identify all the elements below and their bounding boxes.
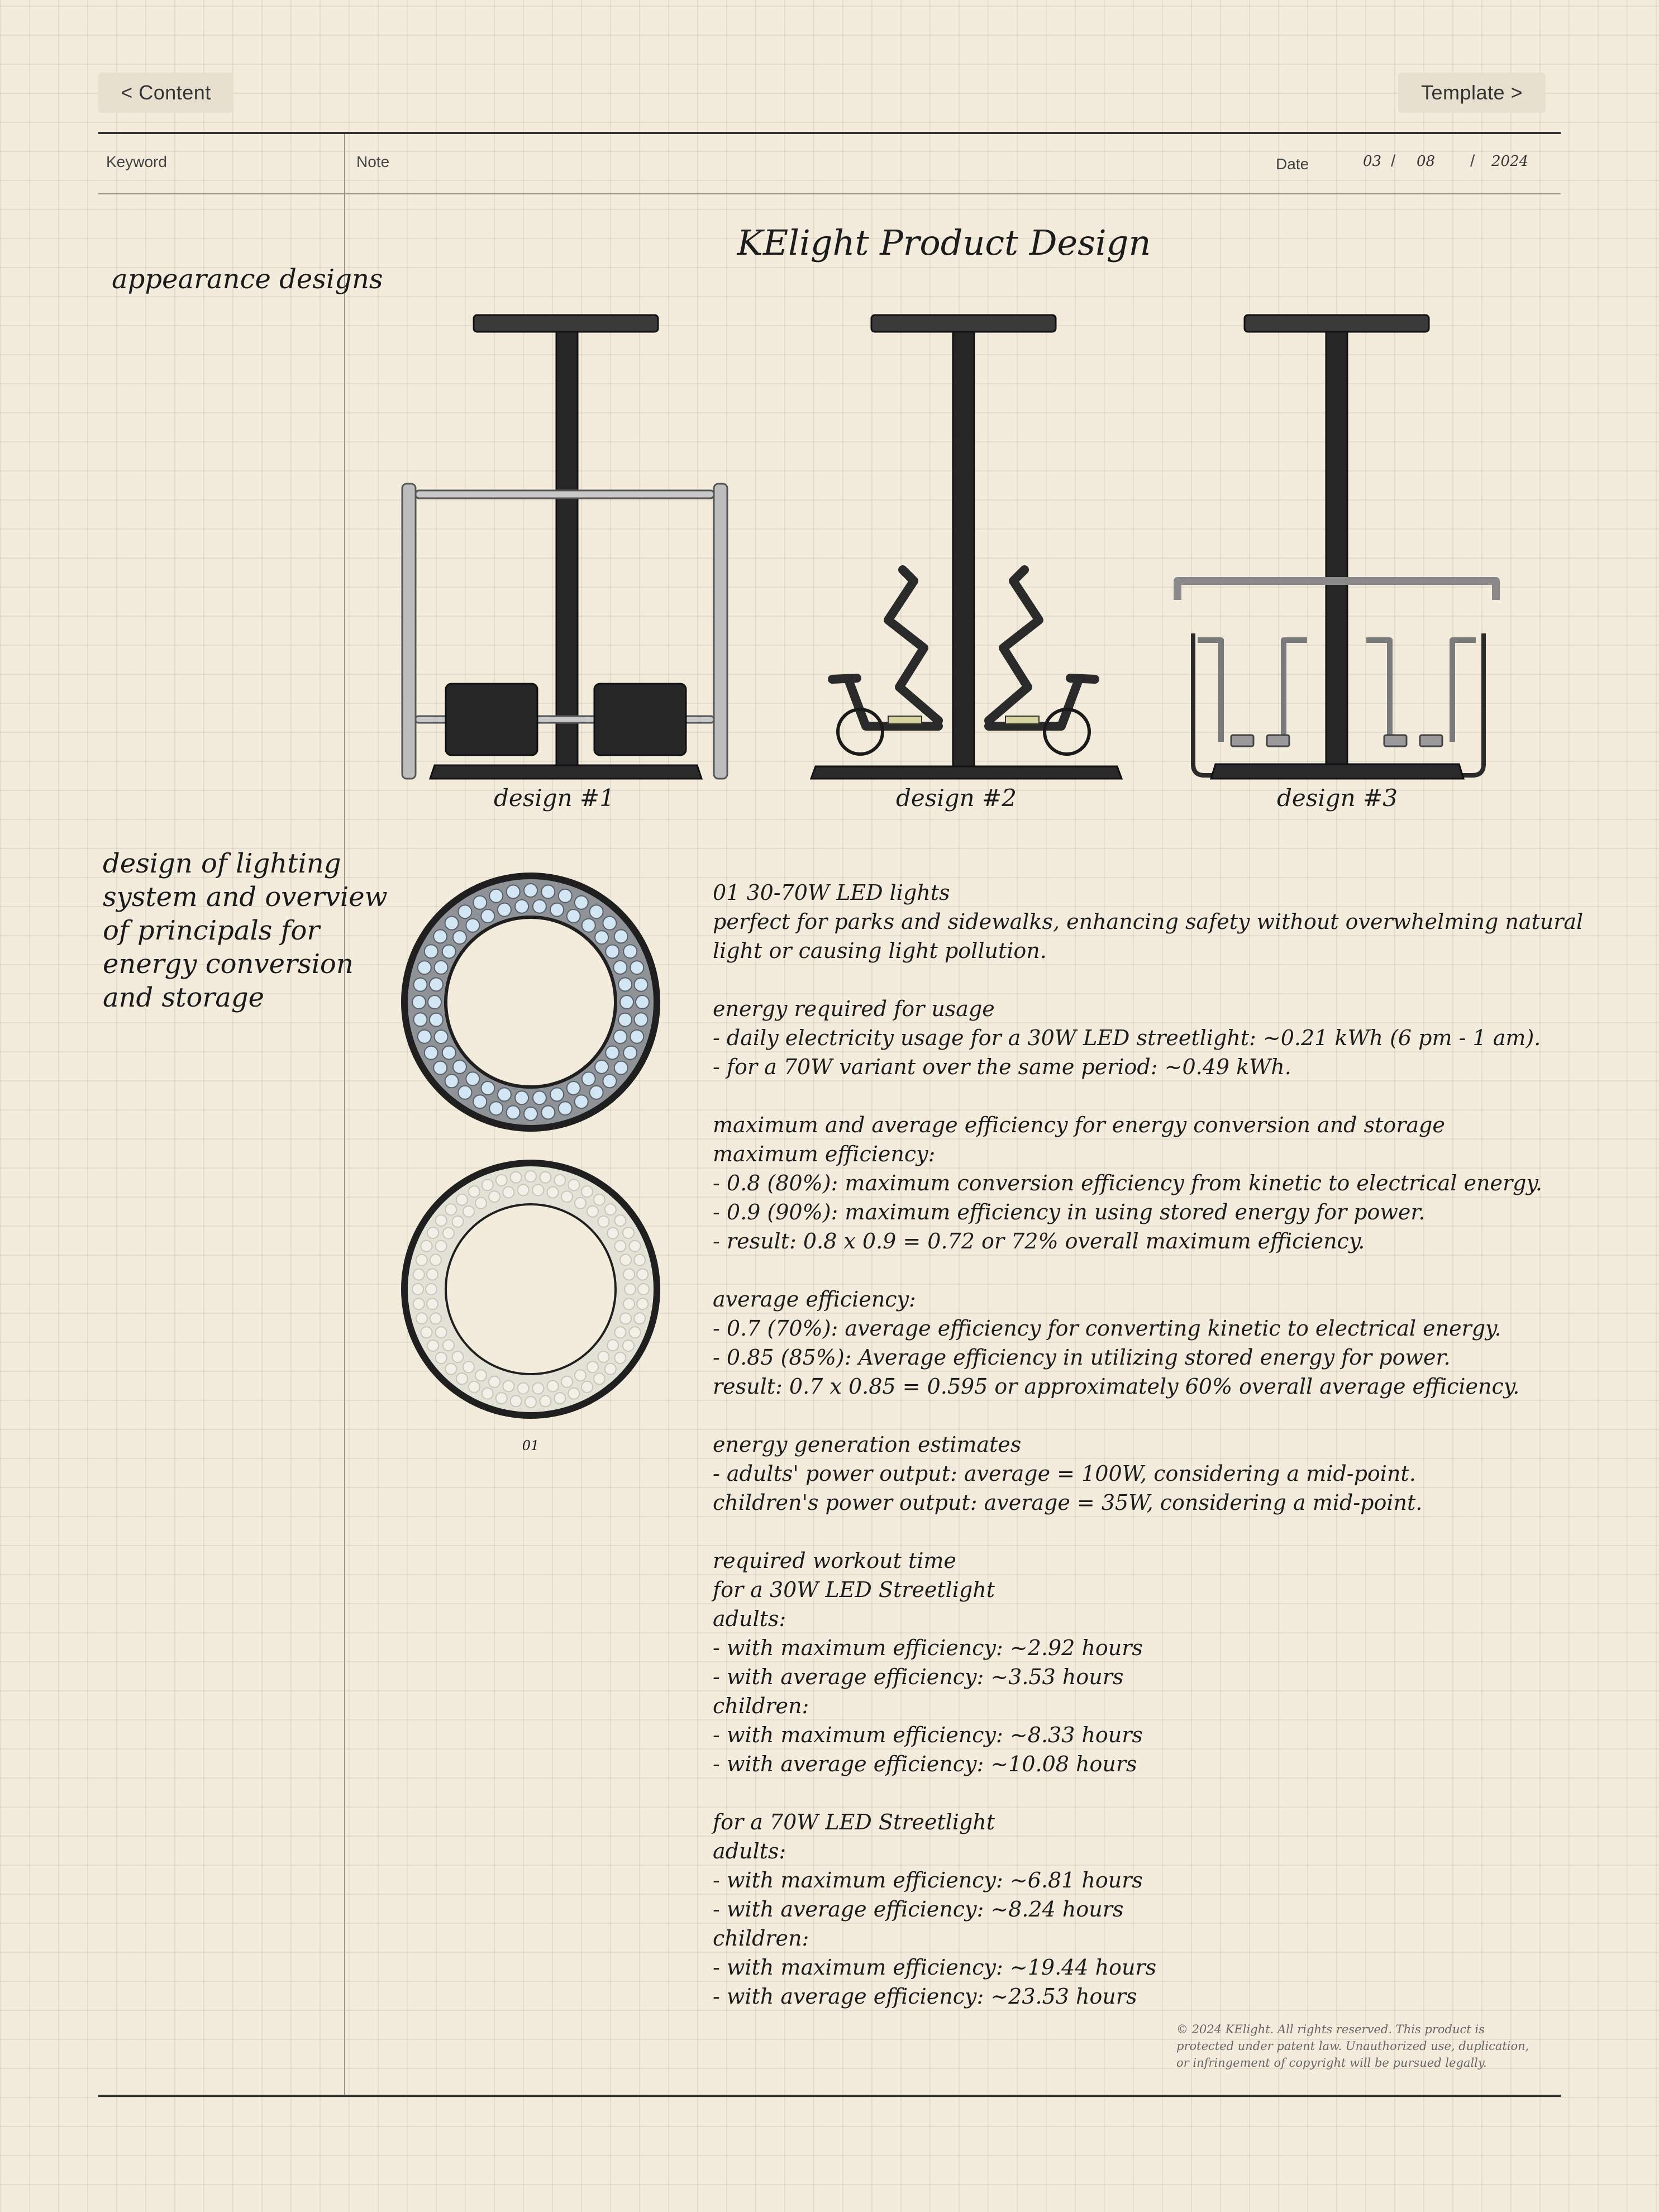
led-dot [469, 1381, 480, 1393]
section-lighting-line: of principals for [103, 915, 320, 946]
design-caption: design #2 [896, 784, 1017, 812]
section-lighting-line: design of lighting [103, 848, 341, 879]
led-dot [618, 978, 632, 991]
led-dot [435, 961, 448, 974]
led-dot [607, 1228, 618, 1239]
led-dot [567, 909, 580, 923]
led-dot [489, 1376, 500, 1388]
led-dot [606, 1046, 619, 1060]
led-dot [554, 1393, 565, 1404]
led-dot [568, 1179, 579, 1190]
led-dot [575, 1198, 586, 1209]
led-dot [618, 1013, 632, 1027]
led-dot [567, 1081, 580, 1095]
led-dot [452, 1216, 464, 1227]
notes-line: - with maximum efficiency: ~19.44 hours [713, 1955, 1157, 1980]
led-dot [623, 1046, 637, 1060]
notes-line: for a 70W LED Streetlight [713, 1810, 995, 1834]
section-lighting-line: and storage [103, 982, 265, 1013]
led-dot [489, 1191, 500, 1202]
led-dot [575, 896, 588, 909]
led-dot [613, 961, 627, 974]
notes-line: maximum and average efficiency for energy conversion and storage [713, 1113, 1445, 1137]
led-dot [623, 1340, 634, 1351]
led-dot [427, 1269, 438, 1280]
led-ring-light-off-icon [398, 869, 664, 1135]
page-title: KElight Product Design [737, 222, 1151, 263]
led-dot [634, 1313, 645, 1324]
led-dot [456, 1373, 468, 1384]
led-dot [533, 900, 546, 913]
led-dot [582, 1072, 595, 1085]
led-dot [540, 1172, 551, 1183]
led-dot [623, 1227, 634, 1238]
led-dot [515, 900, 528, 913]
led-dot [445, 1364, 456, 1375]
led-dot [503, 1187, 514, 1198]
led-dot [620, 995, 633, 1009]
date-month[interactable]: 08 [1417, 153, 1436, 170]
led-dot [582, 919, 595, 932]
notes-line: energy required for usage [713, 997, 995, 1021]
section-lighting-line: system and overview [103, 881, 388, 913]
led-dot [475, 1198, 487, 1209]
led-dot [575, 1370, 586, 1381]
led-dot [590, 1086, 603, 1099]
led-dot [598, 1351, 609, 1362]
led-dot [623, 945, 637, 958]
led-dot [466, 1072, 479, 1085]
led-dot [623, 1269, 635, 1280]
led-dot [575, 1095, 588, 1108]
led-dot [416, 1255, 427, 1266]
led-dot [595, 931, 608, 944]
led-dot [525, 1396, 536, 1408]
led-dot [426, 1284, 437, 1295]
led-dot [435, 1030, 448, 1043]
led-dot [614, 1352, 626, 1364]
notes-line: - with maximum efficiency: ~6.81 hours [713, 1868, 1143, 1892]
notes-line: - 0.8 (80%): maximum conversion efficiency from kinetic to electrical energy. [713, 1171, 1542, 1195]
led-dot [620, 1255, 631, 1266]
notes-line: - result: 0.8 x 0.9 = 0.72 or 72% overall maximum efficiency. [713, 1229, 1365, 1253]
date-label: Date [1276, 155, 1309, 173]
content-back-button[interactable]: < Content [98, 73, 233, 113]
notes-line: children's power output: average = 35W, considering a mid-point. [713, 1490, 1423, 1515]
date-separator: / [1470, 152, 1475, 170]
notes-line: 01 30-70W LED lights [713, 880, 950, 905]
led-dot [445, 917, 459, 930]
notes-block [713, 878, 1584, 965]
template-forward-button[interactable]: Template > [1398, 73, 1546, 113]
header-bottom-rule [98, 193, 1561, 194]
led-dot [550, 903, 564, 917]
led-dot [481, 1081, 494, 1095]
led-dot [605, 1364, 616, 1375]
date-day[interactable]: 03 [1363, 153, 1382, 170]
led-dot [430, 978, 443, 991]
led-dot [475, 1370, 487, 1381]
led-dot [541, 1106, 555, 1119]
led-dot [482, 1388, 493, 1399]
led-dot [590, 905, 603, 918]
notes-line: adults: [713, 1606, 786, 1631]
design-caption: design #1 [494, 784, 614, 812]
led-dot [414, 1013, 427, 1026]
led-dot [507, 885, 520, 899]
led-dot [587, 1206, 598, 1217]
led-dot [598, 1216, 609, 1227]
note-label: Note [356, 153, 390, 170]
weight-machine-streetlight-icon [391, 302, 749, 793]
led-dot [518, 1185, 529, 1196]
notes-line: perfect for parks and sidewalks, enhancing safety without overwhelming natural [713, 909, 1584, 934]
notes-line: maximum efficiency: [713, 1142, 936, 1166]
section-lighting-label [103, 847, 388, 1014]
led-dot [561, 1191, 573, 1202]
led-dot [496, 1175, 507, 1186]
led-dot [430, 1313, 441, 1324]
led-dot [568, 1388, 579, 1399]
led-dot [482, 1179, 493, 1190]
notes-block [713, 994, 1573, 1081]
led-dot [473, 896, 487, 909]
section-lighting-line: energy conversion [103, 948, 354, 980]
led-dot [442, 945, 456, 959]
led-dot [603, 1074, 616, 1088]
led-dot [605, 1204, 616, 1215]
led-dot [463, 1206, 474, 1217]
notes-body [713, 878, 1584, 2040]
led-dot [614, 1241, 626, 1252]
led-dot [489, 889, 503, 903]
notes-line: - 0.9 (90%): maximum efficiency in using stored energy for power. [713, 1200, 1426, 1224]
notes-line: - 0.7 (70%): average efficiency for converting kinetic to electrical energy. [713, 1316, 1501, 1341]
notes-line: - with maximum efficiency: ~8.33 hours [713, 1723, 1143, 1747]
led-dot [630, 1241, 641, 1252]
led-dot [436, 1215, 447, 1226]
led-dot [503, 1381, 514, 1392]
led-dot [547, 1381, 559, 1392]
notes-block [713, 1285, 1573, 1401]
led-dot [511, 1395, 522, 1407]
led-dot [418, 1030, 431, 1043]
led-dot [594, 1373, 605, 1384]
led-dot [413, 1269, 425, 1280]
notes-line: - with average efficiency: ~10.08 hours [713, 1752, 1137, 1776]
section-appearance-label: appearance designs [112, 264, 383, 295]
led-dot [613, 1030, 627, 1043]
led-dot [524, 884, 537, 897]
led-dot [630, 961, 643, 974]
led-dot [620, 1313, 631, 1324]
led-dot [412, 1284, 423, 1295]
led-dot [637, 1298, 648, 1309]
notes-line: adults: [713, 1839, 786, 1863]
notes-line: children: [713, 1694, 809, 1718]
keyword-label: Keyword [106, 153, 167, 170]
led-dot [436, 1241, 447, 1252]
stepper-streetlight-icon [1171, 302, 1506, 793]
led-dot [587, 1361, 598, 1372]
led-dot [489, 1102, 503, 1115]
led-dot [623, 1299, 635, 1310]
led-dot [594, 1194, 605, 1205]
led-dot [413, 1298, 425, 1309]
led-dot [525, 1171, 536, 1182]
led-dot [607, 1339, 618, 1351]
notes-line: - adults' power output: average = 100W, considering a mid-point. [713, 1461, 1416, 1486]
led-dot [595, 1060, 608, 1074]
led-dot [425, 1046, 438, 1060]
led-dot [452, 1351, 464, 1362]
led-dot [443, 1228, 454, 1239]
notes-line: required workout time [713, 1548, 956, 1573]
keyword-column-divider [344, 134, 345, 2095]
led-dot [421, 1241, 432, 1252]
notes-block [713, 1110, 1573, 1256]
date-separator: / [1391, 152, 1396, 170]
notes-line: - with maximum efficiency: ~2.92 hours [713, 1636, 1143, 1660]
led-dot [614, 1215, 626, 1226]
led-dot [463, 1361, 474, 1372]
led-dot [614, 1061, 628, 1075]
led-dot [427, 1340, 438, 1351]
design-caption: design #3 [1277, 784, 1398, 812]
led-dot [554, 1175, 565, 1186]
lights-caption: 01 [522, 1438, 540, 1453]
led-dot [469, 1186, 480, 1197]
led-dot [524, 1107, 537, 1121]
led-dot [603, 917, 616, 930]
led-dot [473, 1095, 487, 1108]
led-dot [606, 945, 619, 959]
led-dot [481, 909, 494, 923]
led-dot [458, 1086, 471, 1099]
footer-rule [98, 2095, 1561, 2097]
led-dot [436, 1327, 447, 1338]
led-dot [614, 929, 628, 943]
notes-line: result: 0.7 x 0.85 = 0.595 or approximately 60% overall average efficiency. [713, 1374, 1520, 1399]
led-dot [445, 1074, 459, 1088]
copyright-line: protected under patent law. Unauthorized use, duplication, [1176, 2039, 1529, 2053]
led-dot [430, 1013, 443, 1027]
led-dot [547, 1187, 559, 1198]
led-dot [636, 995, 649, 1009]
led-dot [442, 1046, 456, 1060]
notes-line: energy generation estimates [713, 1432, 1022, 1457]
led-dot [518, 1383, 529, 1394]
led-dot [624, 1284, 636, 1295]
led-dot [498, 1088, 511, 1101]
led-dot [559, 1102, 572, 1115]
led-dot [496, 1393, 507, 1404]
led-dot [416, 1313, 427, 1324]
led-dot [456, 1194, 468, 1205]
led-dot [559, 889, 572, 903]
led-dot [433, 929, 447, 943]
notes-line: - daily electricity usage for a 30W LED streetlight: ~0.21 kWh (6 pm - 1 am). [713, 1026, 1541, 1050]
copyright-notice [1176, 2021, 1556, 2071]
led-dot [430, 1255, 441, 1266]
notes-block [713, 1808, 1573, 2011]
led-dot [428, 995, 441, 1009]
notes-line: - for a 70W variant over the same period: ~0.49 kWh. [713, 1055, 1291, 1079]
led-dot [466, 919, 479, 932]
notes-line: average efficiency: [713, 1287, 916, 1312]
led-dot [634, 1255, 645, 1266]
copyright-line: or infringement of copyright will be pursued legally. [1176, 2056, 1487, 2070]
led-ring-light-on-icon [398, 1156, 664, 1422]
led-dot [453, 931, 466, 944]
led-dot [532, 1383, 544, 1394]
led-dot [541, 885, 555, 899]
led-dot [635, 978, 648, 991]
notes-line: - with average efficiency: ~3.53 hours [713, 1665, 1124, 1689]
led-dot [427, 1227, 438, 1238]
led-dot [540, 1395, 551, 1407]
led-dot [638, 1284, 649, 1295]
led-dot [436, 1352, 447, 1364]
led-dot [561, 1376, 573, 1388]
led-dot [507, 1106, 520, 1119]
led-dot [630, 1030, 643, 1043]
led-dot [630, 1327, 641, 1338]
notes-line: - with average efficiency: ~8.24 hours [713, 1897, 1124, 1922]
date-year[interactable]: 2024 [1491, 153, 1529, 170]
notes-line: light or causing light pollution. [713, 938, 1047, 963]
led-dot [453, 1060, 466, 1074]
notes-line: children: [713, 1926, 809, 1951]
led-dot [533, 1091, 546, 1104]
led-dot [511, 1172, 522, 1183]
led-dot [581, 1186, 593, 1197]
led-dot [443, 1339, 454, 1351]
led-dot [427, 1299, 438, 1310]
led-dot [458, 905, 471, 918]
led-dot [412, 995, 426, 1009]
led-dot [581, 1381, 593, 1393]
led-dot [433, 1061, 447, 1075]
led-dot [637, 1269, 648, 1280]
led-dot [550, 1088, 564, 1101]
copyright-line: © 2024 KElight. All rights reserved. This product is [1176, 2023, 1485, 2036]
notes-block [713, 1546, 1573, 1779]
led-dot [445, 1204, 456, 1215]
exercise-bike-streetlight-icon [804, 302, 1128, 793]
led-dot [532, 1185, 544, 1196]
notes-line: - 0.85 (85%): Average efficiency in utilizing stored energy for power. [713, 1345, 1451, 1370]
led-dot [425, 945, 438, 958]
header-top-rule [98, 132, 1561, 134]
led-dot [498, 903, 511, 917]
notes-line: for a 30W LED Streetlight [713, 1577, 995, 1602]
led-dot [614, 1327, 626, 1338]
led-dot [421, 1327, 432, 1338]
notes-line: - with average efficiency: ~23.53 hours [713, 1984, 1137, 2009]
led-dot [418, 961, 431, 974]
led-dot [635, 1013, 648, 1026]
notes-block [713, 1430, 1573, 1517]
led-dot [515, 1091, 528, 1104]
led-dot [414, 978, 427, 991]
